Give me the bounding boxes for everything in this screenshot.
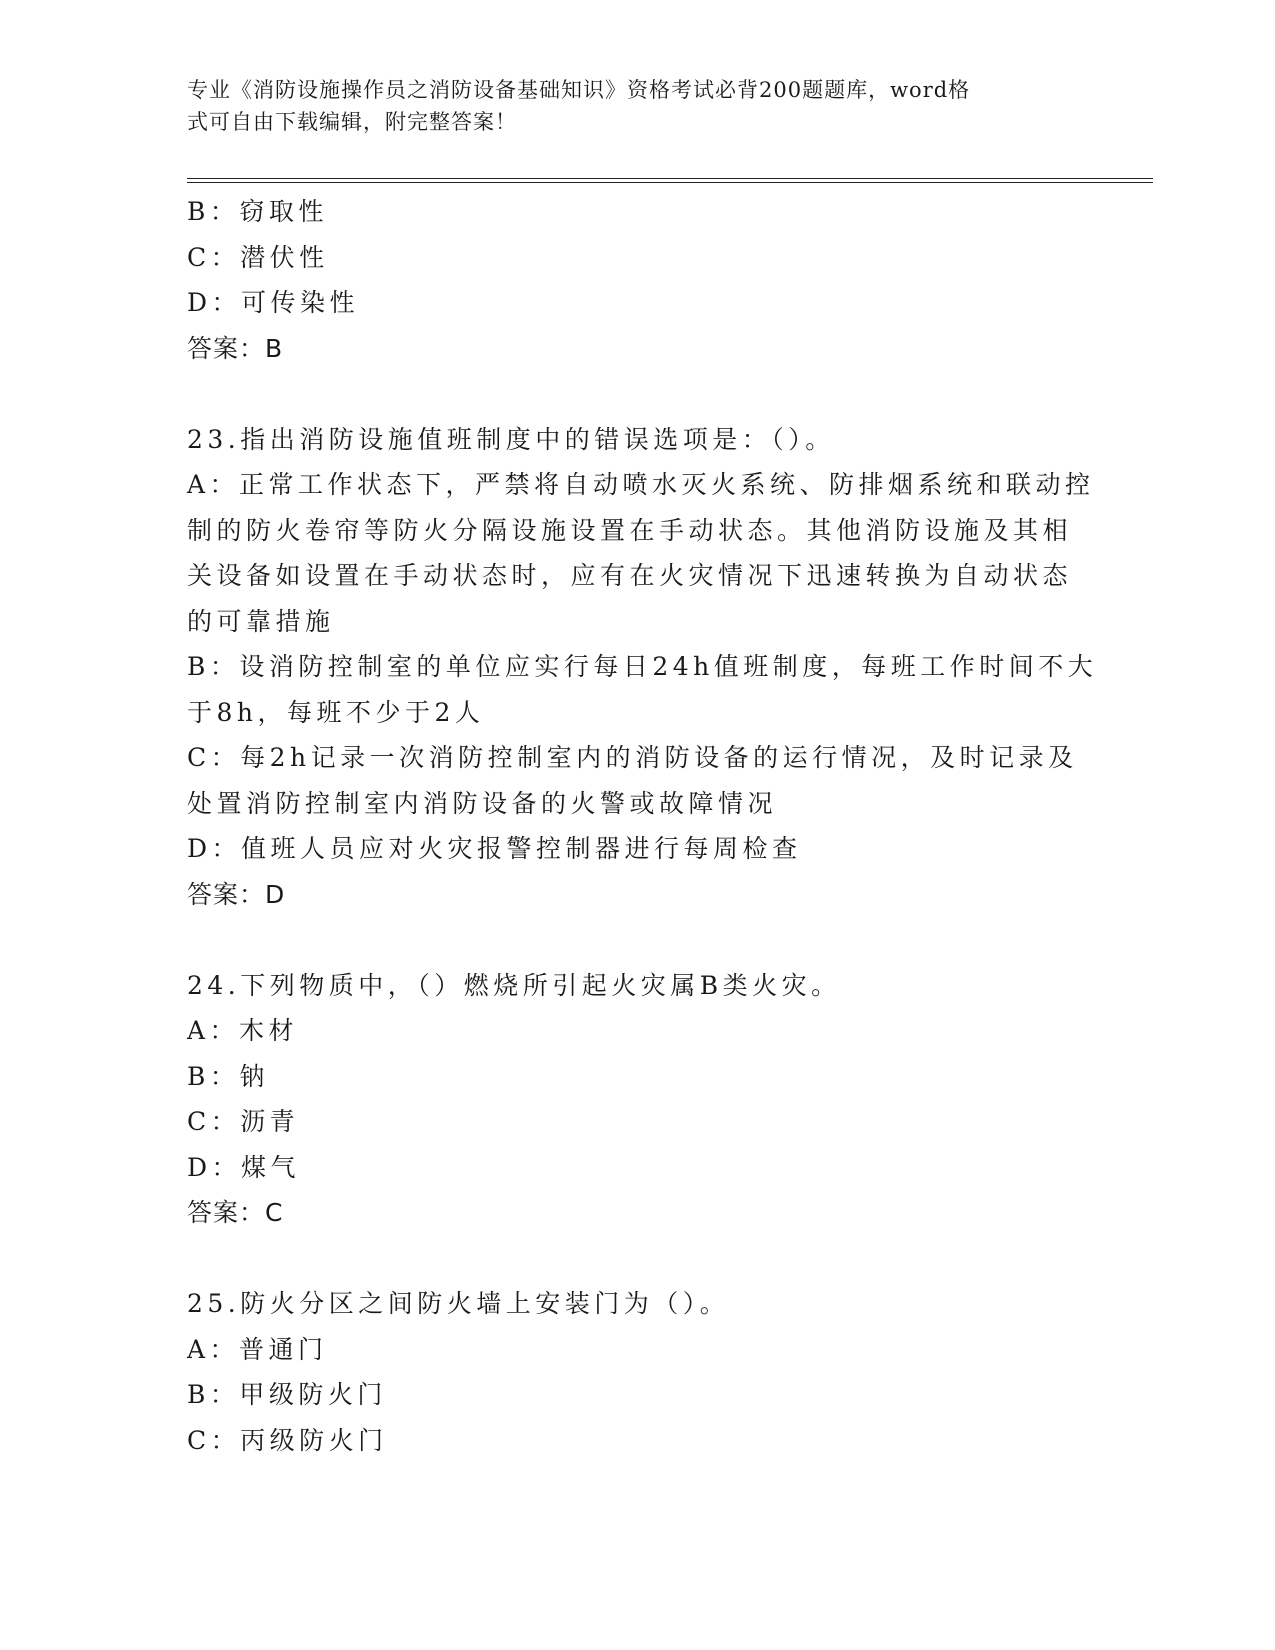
- option-a: A：普通门: [187, 1334, 328, 1364]
- option-c: C：丙级防火门: [187, 1425, 388, 1455]
- document-header: [187, 74, 1067, 138]
- header-line-2: 式可自由下载编辑，附完整答案！: [187, 110, 517, 134]
- option-b: B：甲级防火门: [187, 1380, 387, 1409]
- option-b: B：钠: [187, 1061, 269, 1091]
- header-rule-top: [187, 178, 1153, 179]
- option-c-line-1: C：每2h记录一次消防控制室内的消防设备的运行情况，及时记录及: [187, 743, 1078, 772]
- option-a-line-4: 的可靠措施: [187, 606, 335, 636]
- question-22: [187, 189, 1067, 371]
- question-stem: 23.指出消防设施值班制度中的错误选项是：（）。: [187, 424, 835, 454]
- answer: 答案：B: [187, 333, 284, 363]
- option-c: C：潜伏性: [187, 242, 329, 272]
- question-24: [187, 963, 1067, 1236]
- option-a-line-1: A：正常工作状态下，严禁将自动喷水灭火系统、防排烟系统和联动控: [187, 470, 1095, 499]
- question-stem: 25.防火分区之间防火墙上安装门为（）。: [187, 1289, 730, 1318]
- option-b-line-2: 于8h，每班不少于2人: [187, 697, 485, 727]
- option-a: A：木材: [187, 1016, 299, 1045]
- option-a-line-2: 制的防火卷帘等防火分隔设施设置在手动状态。其他消防设施及其相: [187, 515, 1073, 545]
- question-stem: 24.下列物质中，（）燃烧所引起火灾属B类火灾。: [187, 970, 841, 1000]
- question-list: [187, 189, 1098, 1463]
- option-d: D：煤气: [187, 1152, 301, 1182]
- option-d: D：可传染性: [187, 288, 360, 317]
- option-b-line-1: B：设消防控制室的单位应实行每日24h值班制度，每班工作时间不大: [187, 652, 1098, 681]
- header-line-1: 专业《消防设施操作员之消防设备基础知识》资格考试必背200题题库，word格: [187, 78, 971, 102]
- option-c: C：沥青: [187, 1107, 300, 1136]
- question-23: [187, 417, 1098, 918]
- option-a-line-3: 关设备如设置在手动状态时，应有在火灾情况下迅速转换为自动状态: [187, 561, 1073, 590]
- question-25: [187, 1281, 1067, 1463]
- option-b: B：窃取性: [187, 197, 328, 226]
- option-c-line-2: 处置消防控制室内消防设备的火警或故障情况: [187, 788, 778, 818]
- answer: 答案：D: [187, 879, 286, 909]
- header-rule-bottom: [187, 182, 1153, 183]
- option-d: D：值班人员应对火灾报警控制器进行每周检查: [187, 834, 802, 863]
- answer: 答案：C: [187, 1198, 284, 1227]
